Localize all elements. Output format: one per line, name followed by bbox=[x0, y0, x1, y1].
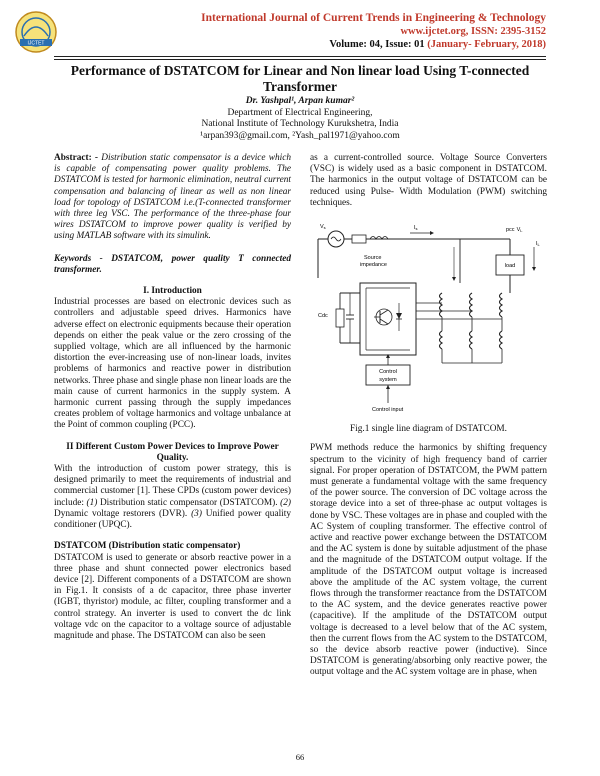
control-system-label-2: system bbox=[379, 377, 397, 384]
load-label: load bbox=[504, 263, 516, 270]
dstatcom-text: DSTATCOM is used to generate or absorb reactive power in a three phase and shunt connected power electronics based device [2]. Different components of a DSTATCOM are shown in Fig.1. It consists of a dc capacitor, three phase inverter (IGBT, thyristor) module, ac filter, coupling transformer and a control strategy. An inverter is used to convert the dc link voltage vdc on the capacitor to a voltage source of adjustable magnitude and phase. The DSTATCOM can also be seen bbox=[54, 552, 291, 641]
volume-issue: Volume: 04, Issue: 01 bbox=[329, 39, 428, 50]
transformer-coil-3 bbox=[500, 293, 503, 317]
pcc-label: pcc VL bbox=[506, 227, 523, 234]
custom-item-marker-1: (1) bbox=[86, 497, 98, 508]
transformer-coil-2 bbox=[470, 293, 473, 317]
custom-text-part3: Dynamic voltage restorers (DVR). bbox=[54, 508, 192, 519]
control-system-label-1: Control bbox=[379, 369, 397, 376]
transformer-coil-1 bbox=[440, 293, 443, 317]
dstatcom-diagram bbox=[310, 213, 547, 418]
logo-text: IJCTET bbox=[27, 40, 45, 47]
keywords: Keywords - DSTATCOM, power quality T connected transformer. bbox=[54, 253, 291, 275]
journal-header bbox=[201, 12, 546, 51]
custom-text-part2: Distribution static compensator (DSTATCOM). bbox=[97, 497, 281, 508]
paper-title: Performance of DSTATCOM for Linear and Non linear load Using T-connected Transformer bbox=[70, 63, 530, 94]
control-input-label: Control input bbox=[372, 407, 404, 414]
section-heading-introduction: I. Introduction bbox=[143, 286, 202, 297]
journal-volume bbox=[201, 38, 546, 51]
section-heading-custom-power: II Different Custom Power Devices to Improve Power Quality. bbox=[66, 441, 279, 463]
custom-item-marker-2: (2) bbox=[280, 497, 291, 508]
author-block bbox=[50, 96, 550, 142]
custom-item-marker-3: (3) bbox=[191, 508, 202, 519]
dstatcom-heading: DSTATCOM (Distribution static compensator) bbox=[54, 541, 241, 552]
custom-text-part1: With the introduction of custom power strategy, this is designed primarily to meet the requirements of industrial and commercial customer [1]. These CPDs (custom power devices) include: bbox=[54, 464, 291, 508]
figure-caption: Fig.1 single line diagram of DSTATCOM. bbox=[349, 424, 508, 435]
header-rule-top bbox=[54, 56, 546, 57]
abstract-label: Abstract: - bbox=[54, 153, 102, 163]
journal-logo bbox=[14, 10, 58, 54]
issue-date: (January- February, 2018) bbox=[427, 39, 546, 50]
abstract-paragraph bbox=[54, 153, 291, 243]
author-emails: ¹arpan393@gmail.com, ²Yash_pal1971@yahoo.com bbox=[200, 130, 400, 141]
abstract-text: Distribution static compensator is a device which is capable of compensating power quality problems. The DSTATCOM is tested for harmonic elimination, neutral current compensation and balancing of linear as well as non linear load for topology of DSTATCOM i.e.(T-connected transformer with three leg VSC. The performance of the three-phase four wires DSTATCOM to improve power quality is verified by using MATLAB software with its simulink. bbox=[54, 153, 291, 242]
cdc-label: Cdc bbox=[318, 313, 328, 320]
pwm-text: PWM methods reduce the harmonics by shifting frequency spectrum to the vicinity of high frequency band of carrier signal. For proper operation of DSTATCOM, the PWM pattern must generate a fundamental voltage with the same frequency of the power source. The conversion of DC voltage across the storage device into a set of three-phase ac output voltages is done by VSC. These voltages are in phase and coupled with the AC System of coupling transformer. The effective control of active and reactive power exchange between the DSTATCOM and the AC system is done by suitable adjustment of the phase and the magnitude of the DSTATCOM output voltage. If the amplitude of the DSTATCOM output voltage is increased above the amplitude of the AC system voltage, the current flows through the transformer reactance from the DSTATCOM to the AC system, and the device generates reactive power (capacitive). If the amplitude of the DSTATCOM output voltage is decreased to a level below that of the AC system, then the current flows from the AC system to the DSTATCOM, so the device absorb reactive power (inductive). Since DSTATCOM is generating/absorbing only reactive power, the output voltage and the AC system voltage are in phase, when bbox=[310, 443, 547, 678]
vs-label: Vs bbox=[320, 224, 326, 231]
left-column bbox=[54, 153, 291, 642]
custom-text-part4: Unified power quality conditioner (UPQC). bbox=[54, 508, 291, 531]
author-institute: National Institute of Technology Kurukshetra, India bbox=[201, 119, 399, 129]
il-label: IL bbox=[536, 241, 540, 248]
journal-website-issn: www.ijctet.org, ISSN: 2395-3152 bbox=[400, 26, 546, 37]
introduction-text: Industrial processes are based on electronic devices such as controllers and adjustable speed drives. Harmonics have adverse effect on electronic equipments because their operation depends on either the peak value or the zero crossing of the supplied voltage, which are all influenced by the harmonic distortion the ever-increasing use of non-linear loads, invites problems of harmonics and reactive power in distribution networks. Three phase and single phase non linear loads are the main cause of current harmonics in the supply system. A harmonic current passing through the supply impedances creates problem of voltage harmonics and voltage unbalance at the Point of common coupling (PCC). bbox=[54, 297, 291, 431]
is-label: Is bbox=[414, 225, 418, 232]
journal-name: International Journal of Current Trends in Engineering & Technology bbox=[201, 12, 546, 24]
dc-capacitor-symbol bbox=[336, 309, 344, 327]
author-names: Dr. Yashpal¹, Arpan kumar² bbox=[245, 96, 355, 106]
author-department: Department of Electrical Engineering, bbox=[227, 107, 373, 118]
impedance-label: impedance bbox=[360, 262, 387, 269]
source-impedance-symbol bbox=[352, 235, 366, 243]
right-column bbox=[310, 153, 547, 679]
source-label: Source bbox=[364, 255, 382, 262]
custom-power-text bbox=[54, 464, 291, 531]
page-number: 66 bbox=[295, 752, 305, 762]
header-rule-bottom bbox=[54, 59, 546, 60]
right-intro-text: as a current-controlled source. Voltage Source Converters (VSC) is widely used as a basic component in DSTATCOM. The harmonics in the output voltage of DSTATCOM can be reduced using Pulse- Width Modulation (PWM) switching techniques. bbox=[310, 153, 547, 208]
vsc-module-box bbox=[360, 283, 416, 355]
